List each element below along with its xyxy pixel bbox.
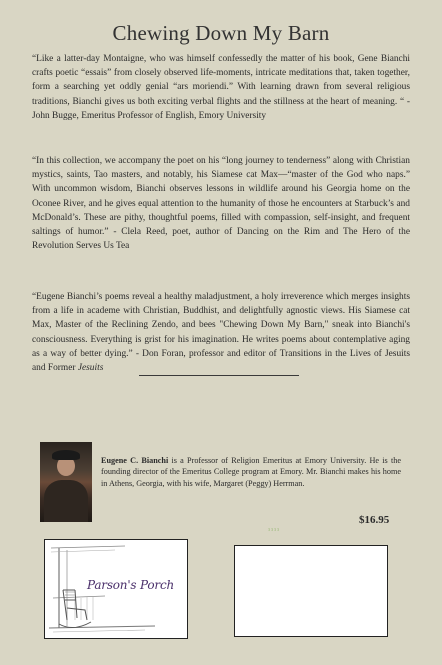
author-bio-text: is a Professor of Religion Emeritus at Emory University. He is the founding director of the Emeritus College program at Emory. Mr. Bianchi makes his home in Athens, Georgia, with his wife, Margaret (Peggy) Herrman. [101, 456, 401, 488]
endorsement-reed: “In this collection, we accompany the poet on his “long journey to tenderness” along with Christian mystics, saints, Tao masters, and notably, his Siamese cat Max—“master of the God who naps.” With uncommon wisdom, Bianchi observes lessons in wildlife around his Georgia home on the Oconee River, and he gives equal attention to the humanity of those he encounters at Starbuck’s and McDonald’s. These are pithy, thoughtful poems, filled with compassion, self-insight, and frequent saltings of humor.” - Clela Reed, poet, author of Dancing on the Rim and The Hero of the Revolution Serves Us Tea [32, 156, 410, 252]
section-divider [139, 375, 299, 376]
author-photo [40, 442, 92, 522]
tiny-mark: 3 3 3 3 [268, 527, 279, 532]
barcode-area [234, 545, 388, 637]
price-label: $16.95 [359, 514, 390, 526]
book-title: Chewing Down My Barn [112, 21, 330, 45]
endorsement-foran-text: “Eugene Bianchi’s poems reveal a healthy maladjustment, a holy irreverence which merges insights from a life in academe with Christian, Buddhist, and delightfully agnostic views. His Siamese cat Max, Master of the Reclining Zendo, and bees "Chewing Down My Barn," sneak into Bianchi's consciousness. Everything is grist for his imagination. He writes poems about contemplative aging as a way of better dying.” - Don Foran, professor and editor of Transitions in the Lives of Jesuits and Former [32, 292, 410, 374]
publisher-name: Parson's Porch [87, 578, 175, 592]
endorsement-foran-italic: Jesuits [77, 363, 104, 374]
author-bio [101, 455, 401, 489]
publisher-logo [44, 539, 188, 639]
endorsement-foran [32, 290, 410, 375]
author-name: Eugene C. Bianchi [101, 456, 169, 465]
endorsement-bugge: “Like a latter-day Montaigne, who was himself confessedly the matter of his book, Gene Bianchi crafts poetic “essais” from closely observed life-moments, intricate meditations that, taken together, form a searching yet oddly genial “ars moriendi.” With learning drawn from several religious traditions, Bianchi gives us both exciting verbal flights and the stillness at the heart of meaning. “ - John Bugge, Emeritus Professor of English, Emory University [32, 54, 410, 121]
